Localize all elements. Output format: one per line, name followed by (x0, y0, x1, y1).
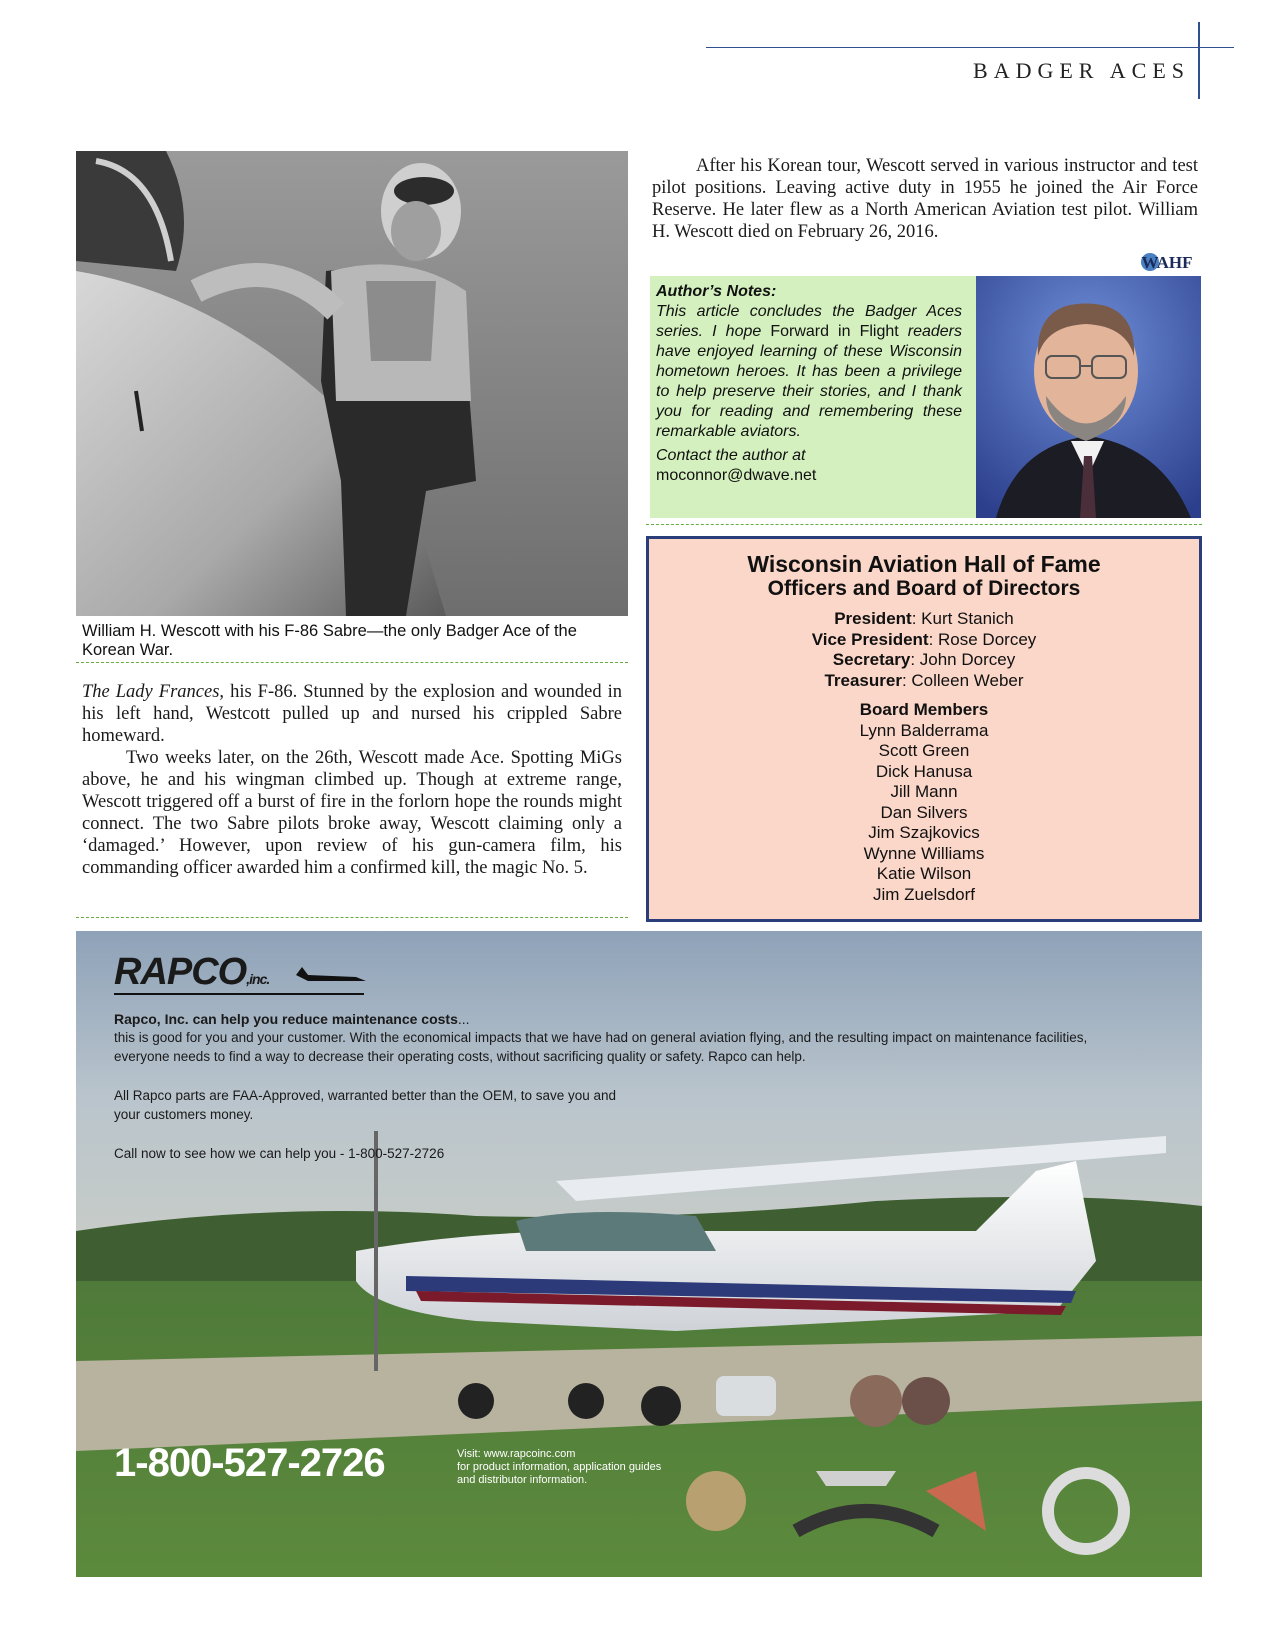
contact-email[interactable]: moconnor@dwave.net (656, 467, 817, 484)
left-column-divider (76, 917, 628, 918)
left-article-text (82, 681, 622, 879)
header-vertical-rule (1198, 22, 1200, 99)
hall-of-fame-subtitle: Officers and Board of Directors (767, 577, 1081, 600)
board-members-list (649, 721, 1199, 906)
wahf-logo (1134, 246, 1200, 274)
contact-label: Contact the author at (656, 447, 806, 464)
hall-of-fame-title: Wisconsin Aviation Hall of Fame (747, 551, 1101, 577)
notes-divider (646, 524, 1202, 525)
list-item: Jim Szajkovics (868, 823, 980, 842)
officer-treasurer: Treasurer: Colleen Weber (824, 670, 1024, 690)
ad-headline: Rapco, Inc. can help you reduce maintenance costs... (114, 1011, 470, 1027)
officer-secretary: Secretary: John Dorcey (832, 650, 1016, 669)
photo-caption: William H. Wescott with his F-86 Sabre—the only Badger Ace of the Korean War. (82, 622, 577, 659)
officer-president: President: Kurt Stanich (834, 609, 1014, 628)
caption-divider (76, 662, 628, 663)
logo-underline (114, 993, 364, 995)
right-article-text (652, 155, 1198, 243)
ad-phone-number[interactable]: 1-800-527-2726 (114, 1441, 385, 1485)
ad-call-line: Call now to see how we can help you - 1-800-527-2726 (114, 1146, 445, 1161)
paragraph-after-korea: After his Korean tour, Wescott served in various instructor and test pilot positions. Leaving active duty in 1955 he joined the Air Force Reserve. He later flew as a North American Aviation test pilot. William H. Wescott died on February 26, 2016. (652, 156, 1198, 242)
ad-visit-text: Visit: www.rapcoinc.com for product information, application guides and distributor information. (457, 1448, 662, 1486)
list-item: Katie Wilson (876, 864, 972, 883)
author-notes-heading: Author’s Notes: (656, 283, 777, 300)
hall-of-fame-box (646, 536, 1202, 922)
list-item: Jim Zuelsdorf (872, 884, 976, 904)
jet-icon (296, 965, 366, 985)
board-members-heading: Board Members (859, 700, 989, 719)
ad-line-1: this is good for you and your customer. With the economical impacts that we have had on general aviation flying, and the resulting impact on maintenance facilities, (114, 1030, 1088, 1045)
svg-text:WAHF: WAHF (1141, 253, 1193, 272)
officers-list (649, 609, 1199, 691)
author-notes-box (650, 276, 976, 518)
section-title: BADGER ACES (973, 58, 1190, 83)
rapco-advertisement[interactable] (76, 931, 1202, 1577)
list-item: Dick Hanusa (875, 761, 973, 781)
list-item: Dan Silvers (880, 802, 968, 822)
officer-vice-president: Vice President: Rose Dorcey (811, 629, 1037, 649)
ad-line-2: everyone needs to find a way to decrease their operating costs, without sacrificing quality or safety. Rapco can help. (114, 1049, 806, 1064)
list-item: Jill Mann (890, 782, 958, 801)
rapco-logo: RAPCO,inc. (114, 951, 270, 993)
ad-line-4: your customers money. (114, 1107, 254, 1122)
author-portrait (976, 276, 1201, 518)
ad-line-3: All Rapco parts are FAA-Approved, warranted better than the OEM, to save you and (114, 1088, 617, 1103)
wescott-photo (76, 151, 628, 616)
header-rule (706, 47, 1234, 48)
author-notes-body: This article concludes the Badger Aces series. I hope Forward in Flight readers have enjoyed learning of these Wisconsin hometown heroes. It has been a privilege to help preserve their stories, and I thank you for reading and remembering these remarkable aviators. (656, 303, 963, 440)
list-item: Lynn Balderrama (859, 720, 989, 740)
paragraph-lady-frances: The Lady Frances, his F-86. Stunned by the explosion and wounded in his left hand, Westcott pulled up and nursed his crippled Sabre homeward. (82, 682, 622, 746)
list-item: Wynne Williams (863, 843, 985, 863)
paragraph-made-ace: Two weeks later, on the 26th, Wescott made Ace. Spotting MiGs above, he and his wingman climbed up. Though at extreme range, Wescott triggered off a burst of fire in the forlorn hope the rounds might connect. The two Sabre pilots broke away, Wescott claiming only a ‘damaged.’ However, upon review of his gun-camera film, his commanding officer awarded him a confirmed kill, the magic No. 5. (82, 748, 622, 878)
list-item: Scott Green (878, 741, 970, 760)
